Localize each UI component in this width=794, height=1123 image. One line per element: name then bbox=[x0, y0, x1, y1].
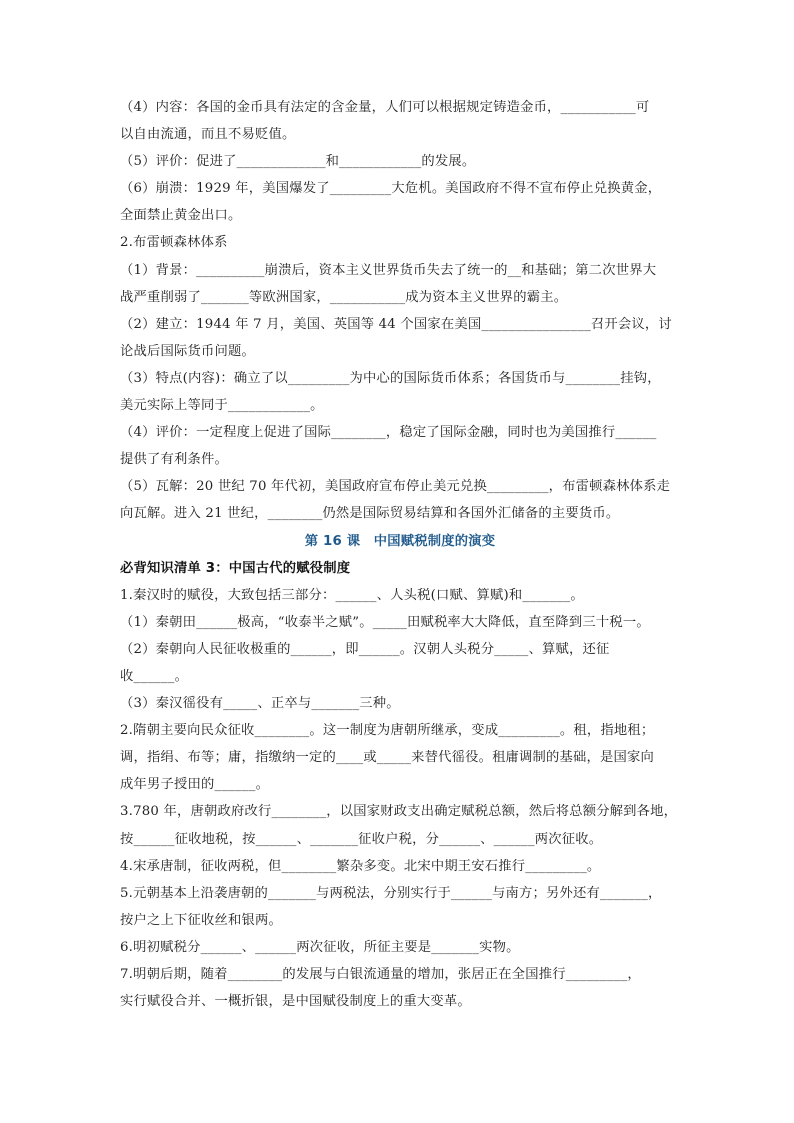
text-line: 按______征收地税，按______、_______征收户税，分______、______两次征收。 bbox=[120, 831, 603, 847]
text-line: 成年男子授田的______。 bbox=[120, 777, 270, 793]
text-line: （5）评价：促进了_____________和____________的发展。 bbox=[120, 154, 476, 170]
text-line: 调，指绢、布等；庸，指缴纳一定的____或_____来替代徭役。租庸调制的基础，是国家向 bbox=[120, 750, 655, 766]
text-line: 实行赋役合并、一概折银，是中国赋役制度上的重大变革。 bbox=[120, 994, 471, 1010]
text-line: （2）建立：1944 年 7 月，美国、英国等 44 个国家在美国________________召开会议，讨 bbox=[120, 316, 672, 332]
text-line: （2）秦朝向人民征收极重的______，即______。汉朝人头税分_____、算赋，还征 bbox=[120, 641, 610, 657]
text-line: （1）背景：__________崩溃后，资本主义世界货币失去了统一的__和基础；第二次世界大 bbox=[120, 262, 657, 278]
text-line: 7.明朝后期，随着________的发展与白银流通量的增加，张居正在全国推行_________， bbox=[120, 967, 641, 982]
text-line: 3.780 年，唐朝政府改行________，以国家财政支出确定赋税总额，然后将总额分解到各地， bbox=[120, 804, 678, 820]
lesson-title: 第 16 课 中国赋税制度的演变 bbox=[304, 533, 496, 549]
text-line: 美元实际上等同于____________。 bbox=[120, 398, 324, 414]
text-line: 5.元朝基本上沿袭唐朝的_______与两税法，分别实行于______与南方；另外还有_______， bbox=[120, 885, 662, 901]
checklist-title: 必背知识清单 3：中国古代的赋役制度 bbox=[120, 560, 351, 576]
section-heading: 2.布雷顿森林体系 bbox=[120, 235, 228, 251]
text-line: （5）瓦解：20 世纪 70 年代初，美国政府宣布停止美元兑换_________，布雷顿森林体系走 bbox=[120, 479, 671, 495]
text-line: 提供了有利条件。 bbox=[120, 452, 228, 468]
text-line: 全面禁止黄金出口。 bbox=[120, 208, 242, 224]
text-line: 论战后国际货币问题。 bbox=[120, 343, 255, 359]
text-line: （4）评价：一定程度上促进了国际________，稳定了国际金融，同时也为美国推行______ bbox=[120, 425, 657, 441]
text-line: 按户之上下征收丝和银两。 bbox=[120, 912, 282, 928]
text-line: （3）秦汉徭役有_____、正卒与_______三种。 bbox=[120, 696, 400, 712]
text-line: 战严重削弱了_______等欧洲国家，___________成为资本主义世界的霸主。 bbox=[120, 289, 568, 305]
text-line: （3）特点(内容)：确立了以_________为中心的国际货币体系；各国货币与________挂钩， bbox=[120, 370, 661, 386]
document-page bbox=[120, 94, 680, 1015]
text-line: 向瓦解。进入 21 世纪，________仍然是国际贸易结算和各国外汇储备的主要货币。 bbox=[120, 506, 620, 522]
text-line: 1.秦汉时的赋役，大致包括三部分：______、人头税(口赋、算赋)和_______。 bbox=[120, 587, 584, 603]
text-line: （4）内容：各国的金币具有法定的含金量，人们可以根据规定铸造金币，___________可 bbox=[120, 100, 650, 115]
text-line: 收______。 bbox=[120, 668, 189, 684]
text-line: （1）秦朝田______极高，“收泰半之赋”。_____田赋税率大大降低，直至降到三十税一。 bbox=[120, 614, 650, 630]
text-line: 2.隋朝主要向民众征收________。这一制度为唐朝所继承，变成_________。租，指地租； bbox=[120, 723, 655, 739]
text-line: （6）崩溃：1929 年，美国爆发了_________大危机。美国政府不得不宣布停止兑换黄金， bbox=[120, 181, 662, 197]
text-line: 以自由流通，而且不易贬值。 bbox=[120, 127, 296, 143]
text-line: 6.明初赋税分______、______两次征收，所征主要是_______实物。 bbox=[120, 939, 520, 955]
text-line: 4.宋承唐制，征收两税，但________繁杂多变。北宋中期王安石推行_________。 bbox=[120, 858, 601, 874]
